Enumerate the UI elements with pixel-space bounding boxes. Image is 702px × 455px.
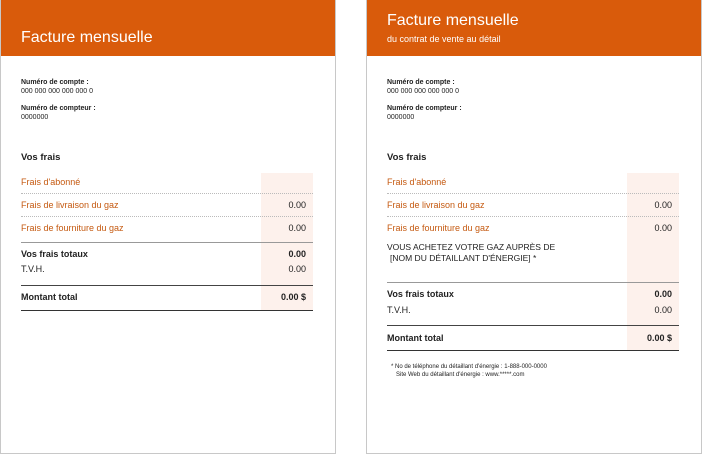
grand-total-bottom-line xyxy=(21,310,313,311)
account-number-label: Numéro de compte : xyxy=(387,79,455,86)
retailer-website: Site Web du détaillant d'énergie : www.*****.com xyxy=(396,372,525,378)
total-amount: 0.00 xyxy=(288,249,306,259)
grand-total-bottom-line xyxy=(387,350,679,351)
grand-total-label: Montant total xyxy=(387,333,444,343)
row-divider xyxy=(21,216,313,217)
total-amount: 0.00 xyxy=(654,289,672,299)
retailer-notice xyxy=(387,242,587,264)
meter-number-block xyxy=(387,104,462,122)
tax-label: T.V.H. xyxy=(21,264,45,274)
invoice-subtitle: du contrat de vente au détail xyxy=(387,34,501,44)
row-divider xyxy=(21,193,313,194)
retailer-notice-line2: [NOM DU DÉTAILLANT D'ÉNERGIE] * xyxy=(390,253,537,263)
account-number-block xyxy=(21,78,93,96)
charges-title: Vos frais xyxy=(21,152,61,163)
invoice-header xyxy=(367,0,701,56)
meter-number-value: 0000000 xyxy=(21,114,49,121)
grand-total-amount: 0.00 $ xyxy=(646,333,672,343)
delivery-label: Frais de livraison du gaz xyxy=(387,200,485,210)
row-divider xyxy=(387,216,679,217)
grand-total-top-line xyxy=(21,285,313,286)
meter-number-label: Numéro de compteur : xyxy=(387,105,462,112)
subscription-label: Frais d'abonné xyxy=(21,177,81,187)
grand-total-amount: 0.00 $ xyxy=(280,292,306,302)
retailer-notice-line1: VOUS ACHETEZ VOTRE GAZ AUPRÈS DE xyxy=(387,242,556,252)
meter-number-label: Numéro de compteur : xyxy=(21,105,96,112)
tax-amount: 0.00 xyxy=(288,264,306,274)
section-divider xyxy=(21,242,313,243)
account-number-block xyxy=(387,78,459,96)
supply-label: Frais de fourniture du gaz xyxy=(387,223,490,233)
account-number-value: 000 000 000 000 000 0 xyxy=(387,88,460,95)
supply-amount: 0.00 xyxy=(288,223,306,233)
grand-total-top-line xyxy=(387,325,679,326)
tax-amount: 0.00 xyxy=(654,305,672,315)
invoice-title: Facture mensuelle xyxy=(387,12,519,29)
charges-title: Vos frais xyxy=(387,152,427,163)
retailer-phone: * No de téléphone du détaillant d'énergie : 1-888-000-0000 xyxy=(391,364,547,370)
invoice-title: Facture mensuelle xyxy=(21,29,153,46)
tax-label: T.V.H. xyxy=(387,305,411,315)
invoice-panel-retail xyxy=(366,0,702,454)
delivery-amount: 0.00 xyxy=(288,200,306,210)
delivery-label: Frais de livraison du gaz xyxy=(21,200,119,210)
meter-number-block xyxy=(21,104,96,122)
total-label: Vos frais totaux xyxy=(387,289,454,299)
invoice-panel-standard xyxy=(0,0,336,454)
invoice-header xyxy=(1,0,335,56)
row-divider xyxy=(387,193,679,194)
supply-amount: 0.00 xyxy=(654,223,672,233)
grand-total-label: Montant total xyxy=(21,292,78,302)
meter-number-value: 0000000 xyxy=(387,114,415,121)
delivery-amount: 0.00 xyxy=(654,200,672,210)
account-number-value: 000 000 000 000 000 0 xyxy=(21,88,94,95)
subscription-label: Frais d'abonné xyxy=(387,177,447,187)
supply-label: Frais de fourniture du gaz xyxy=(21,223,124,233)
account-number-label: Numéro de compte : xyxy=(21,79,89,86)
total-label: Vos frais totaux xyxy=(21,249,88,259)
retailer-footnote xyxy=(391,363,547,379)
section-divider xyxy=(387,282,679,283)
